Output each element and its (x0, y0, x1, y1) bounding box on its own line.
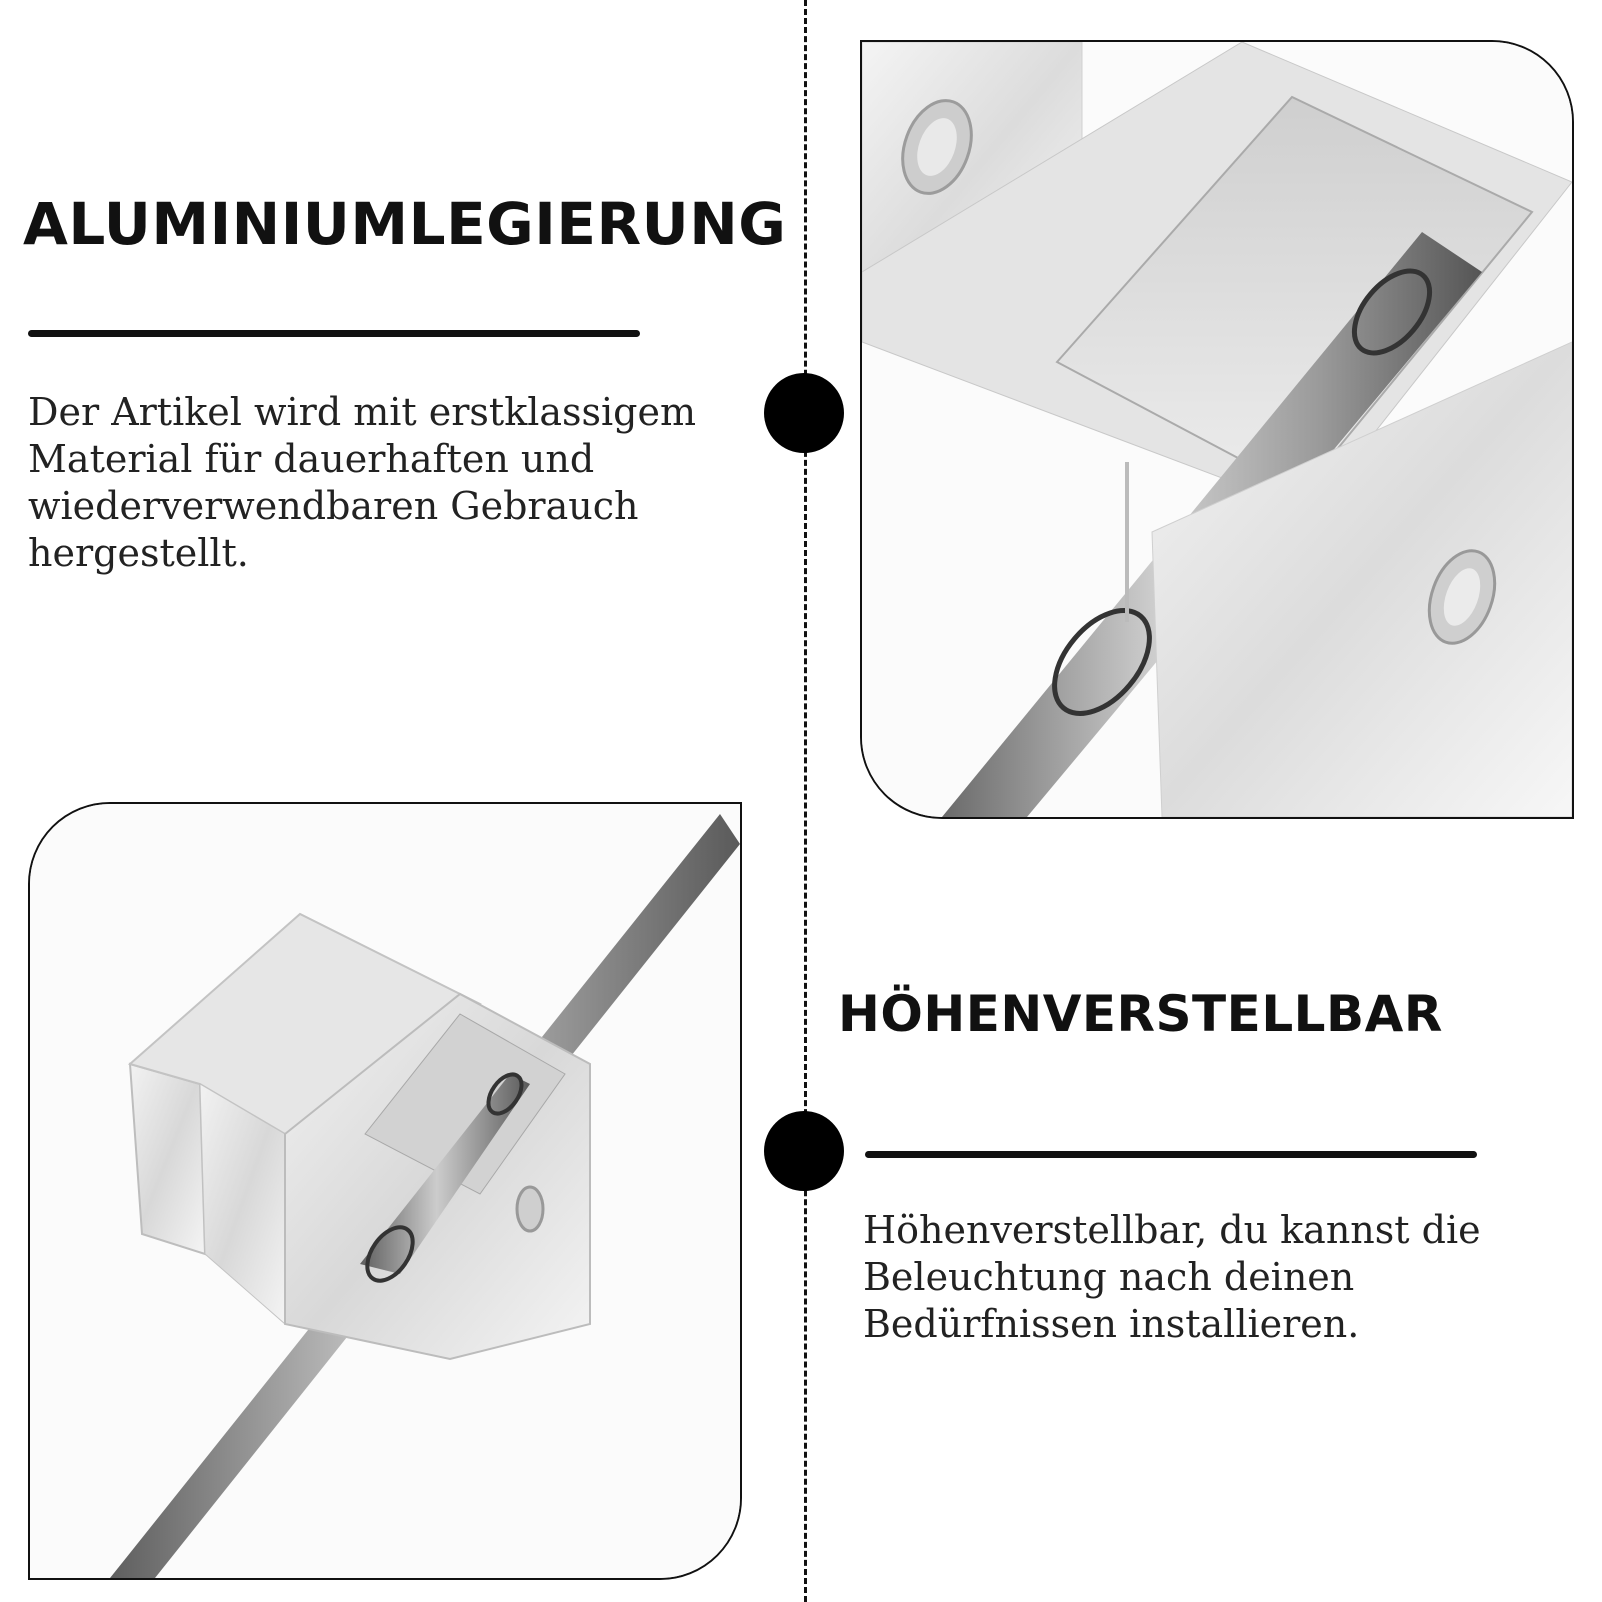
section2-rule (865, 1151, 1477, 1158)
section1-rule (28, 330, 640, 337)
bracket-with-rod-illustration (30, 804, 740, 1578)
section1-title: ALUMINIUMLEGIERUNG (23, 190, 787, 258)
section2-bullet-dot (764, 1111, 844, 1191)
section1-bullet-dot (764, 373, 844, 453)
section2-description: Höhenverstellbar, du kannst die Beleuchtung nach deinen Bedürfnissen installieren. (863, 1208, 1481, 1346)
bracket-closeup-illustration (862, 42, 1572, 817)
bottom-left-product-photo (28, 802, 742, 1580)
section1-description: Der Artikel wird mit erstklassigem Material für dauerhaften und wiederverwendbaren Gebrauch hergestellt. (28, 390, 697, 575)
center-dashed-divider (804, 0, 807, 1602)
section2-title: HÖHENVERSTELLBAR (838, 985, 1443, 1043)
top-right-product-photo (860, 40, 1574, 819)
